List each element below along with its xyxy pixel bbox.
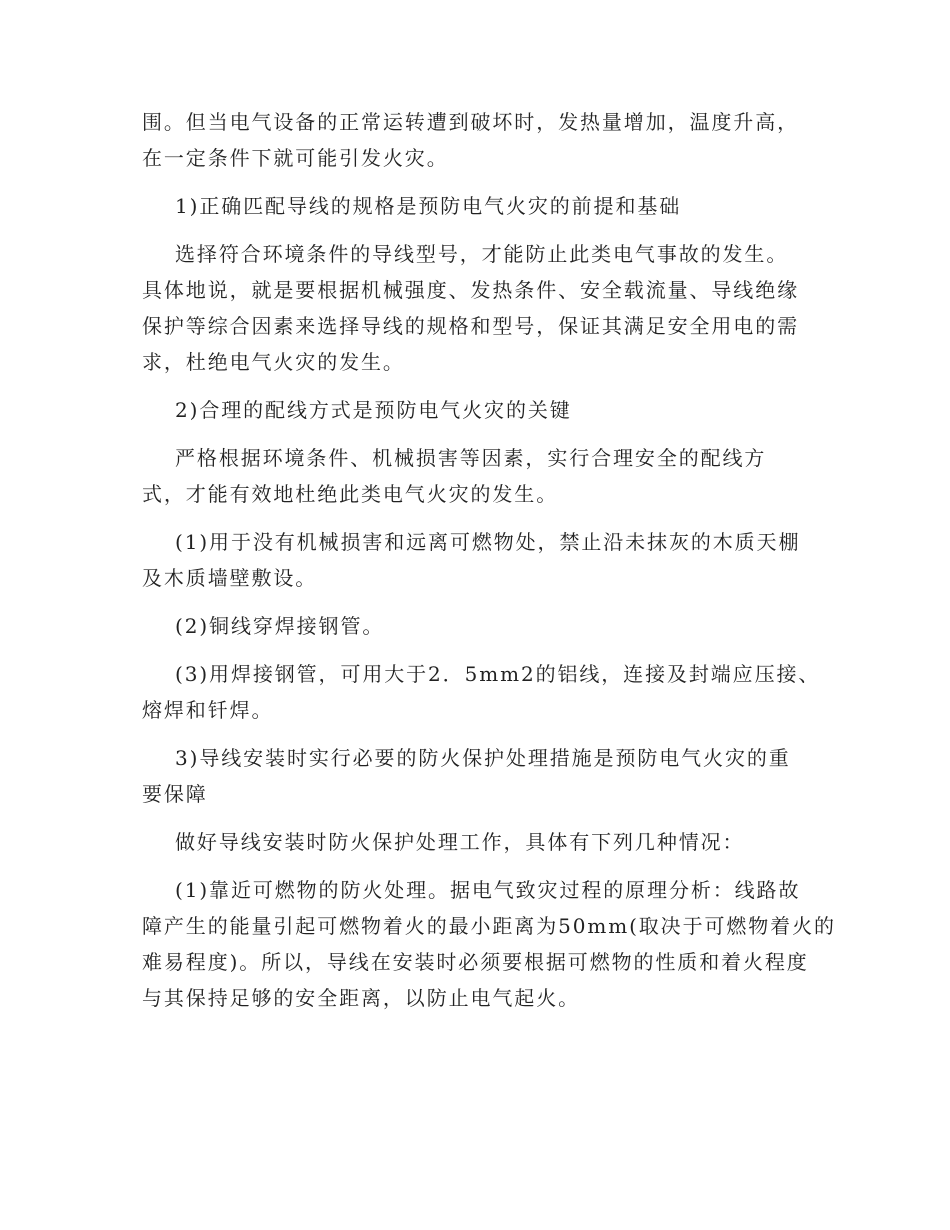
section-heading-3 (142, 740, 812, 812)
text-line: 难易程度)。所以，导线在安装时必须要根据可燃物的性质和着火程度 (142, 950, 809, 974)
text-line: 严格根据环境条件、机械损害等因素，实行合理安全的配线方 (142, 446, 767, 470)
text-line: (1)用于没有机械损害和远离可燃物处，禁止沿未抹灰的木质天棚 (142, 530, 801, 554)
text-line: 具体地说，就是要根据机械强度、发热条件、安全载流量、导线绝缘 (142, 278, 799, 302)
text-line: 选择符合环境条件的导线型号，才能防止此类电气事故的发生。 (142, 242, 789, 266)
text-line: 及木质墙壁敷设。 (142, 566, 318, 590)
text-line: 式，才能有效地杜绝此类电气火灾的发生。 (142, 482, 559, 506)
list-item-2 (142, 608, 812, 644)
text-line: 熔焊和钎焊。 (142, 698, 274, 722)
paragraph-fire-protection (142, 824, 812, 860)
text-line: (2)铜线穿焊接钢管。 (142, 614, 385, 638)
text-line: 保护等综合因素来选择导线的规格和型号，保证其满足安全用电的需 (142, 314, 799, 338)
section-heading-2 (142, 392, 812, 428)
heading-line: 1)正确匹配导线的规格是预防电气火灾的前提和基础 (142, 194, 682, 218)
paragraph-intro (142, 104, 812, 176)
heading-line: 2)合理的配线方式是预防电气火灾的关键 (142, 398, 572, 422)
text-line: 障产生的能量引起可燃物着火的最小距离为50mm(取决于可燃物着火的 (142, 914, 836, 938)
list-item-3 (142, 656, 821, 728)
text-line: 做好导线安装时防火保护处理工作，具体有下列几种情况： (142, 830, 745, 854)
list-item-combustible (142, 872, 836, 1016)
paragraph-wiring-method (142, 440, 812, 512)
text-line: 在一定条件下就可能引发火灾。 (142, 146, 449, 170)
heading-line: 3)导线安装时实行必要的防火保护处理措施是预防电气火灾的重 (142, 746, 791, 770)
list-item-1 (142, 524, 812, 596)
text-line: 求，杜绝电气火灾的发生。 (142, 350, 405, 374)
text-line: (3)用焊接钢管，可用大于2．5mm2的铝线，连接及封端应压接、 (142, 662, 821, 686)
text-line: (1)靠近可燃物的防火处理。据电气致灾过程的原理分析：线路故 (142, 878, 801, 902)
paragraph-wire-selection (142, 236, 812, 380)
text-line: 围。但当电气设备的正常运转遭到破坏时，发热量增加，温度升高， (142, 110, 799, 134)
section-heading-1 (142, 188, 812, 224)
text-line: 与其保持足够的安全距离，以防止电气起火。 (142, 986, 580, 1010)
document-body (142, 104, 836, 1016)
heading-line: 要保障 (142, 782, 208, 806)
